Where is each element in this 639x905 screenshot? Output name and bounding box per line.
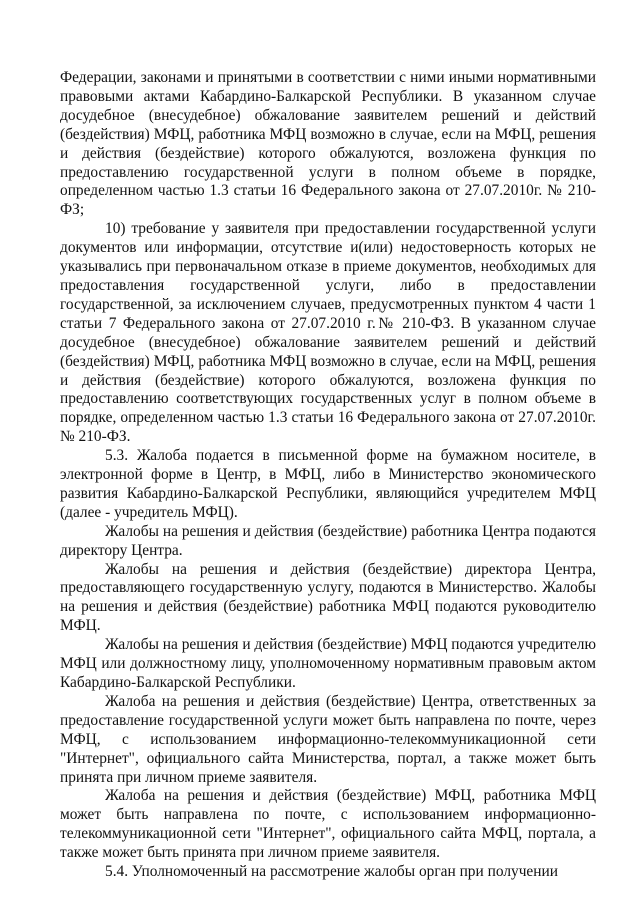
document-body bbox=[60, 69, 596, 882]
paragraph-5-4: 5.4. Уполномоченный на рассмотрение жалобы орган при получении bbox=[105, 863, 558, 881]
paragraph-center-director-complaints: Жалобы на решения и действия (бездействие) директора Центра, предоставляющего государственную услугу, подаются в Министерство. Жалобы на решения и действия (бездействие) работника МФЦ подаются руководителю МФЦ. bbox=[60, 560, 596, 635]
paragraph-5-3: 5.3. Жалоба подается в письменной форме на бумажном носителе, в электронной форме в Центр, в МФЦ, либо в Министерство экономического развития Кабардино-Балкарской Республики, являющийся учредителем МФЦ (далее - учредитель МФЦ). bbox=[60, 447, 596, 521]
paragraph-item-10: 10) требование у заявителя при предоставлении государственной услуги документов или информации, отсутствие и(или) недостоверность которых не указывались при первоначальном отказе в приеме документов, необходимых для предоставления государственной услуги, либо в предоставлении государственной, за исключением случаев, предусмотренных пунктом 4 части 1 статьи 7 Федерального закона от 27.07.2010 г.№ 210-ФЗ. В указанном случае досудебное (внесудебное) обжалование заявителем решений и действий (бездействия) МФЦ, работника МФЦ возможно в случае, если на МФЦ, решения и действия (бездействие) которого обжалуются, возложена функция по предоставлению соответствующих государственных услуг в полном объеме в порядке, определенном частью 1.3 статьи 16 Федерального закона от 27.07.2010г. № 210-ФЗ. bbox=[60, 220, 596, 446]
paragraph-center-submission-channels: Жалоба на решения и действия (бездействие) Центра, ответственных за предоставление государственной услуги может быть направлена по почте, через МФЦ, с использованием информационно-телекоммуникационной сети "Интернет", официального сайта Министерства, портал, а также может быть принята при личном приеме заявителя. bbox=[60, 692, 596, 786]
paragraph-center-worker-complaints: Жалобы на решения и действия (бездействие) работника Центра подаются директору Центра. bbox=[60, 522, 596, 559]
paragraph-continuation: Федерации, законами и принятыми в соответствии с ними иными нормативными правовыми актами Кабардино-Балкарской Республики. В указанном случае досудебное (внесудебное) обжалование заявителем решений и действий (бездействия) МФЦ, работника МФЦ возможно в случае, если на МФЦ, решения и действия (бездействие) которого обжалуются, возложена функция по предоставлению государственной услуги в полном объеме в порядке, определенном частью 1.3 статьи 16 Федерального закона от 27.07.2010г. № 210-ФЗ; bbox=[60, 69, 596, 219]
paragraph-mfc-submission-channels: Жалоба на решения и действия (бездействие) МФЦ, работника МФЦ может быть направлена по почте, с использованием информационно-телекоммуникационной сети "Интернет", официального сайта МФЦ, портала, а также может быть принята при личном приеме заявителя. bbox=[60, 787, 596, 862]
paragraph-mfc-founder-complaints: Жалобы на решения и действия (бездействие) МФЦ подаются учредителю МФЦ или должностному лицу, уполномоченному нормативным правовым актом Кабардино-Балкарской Республики. bbox=[60, 636, 596, 691]
